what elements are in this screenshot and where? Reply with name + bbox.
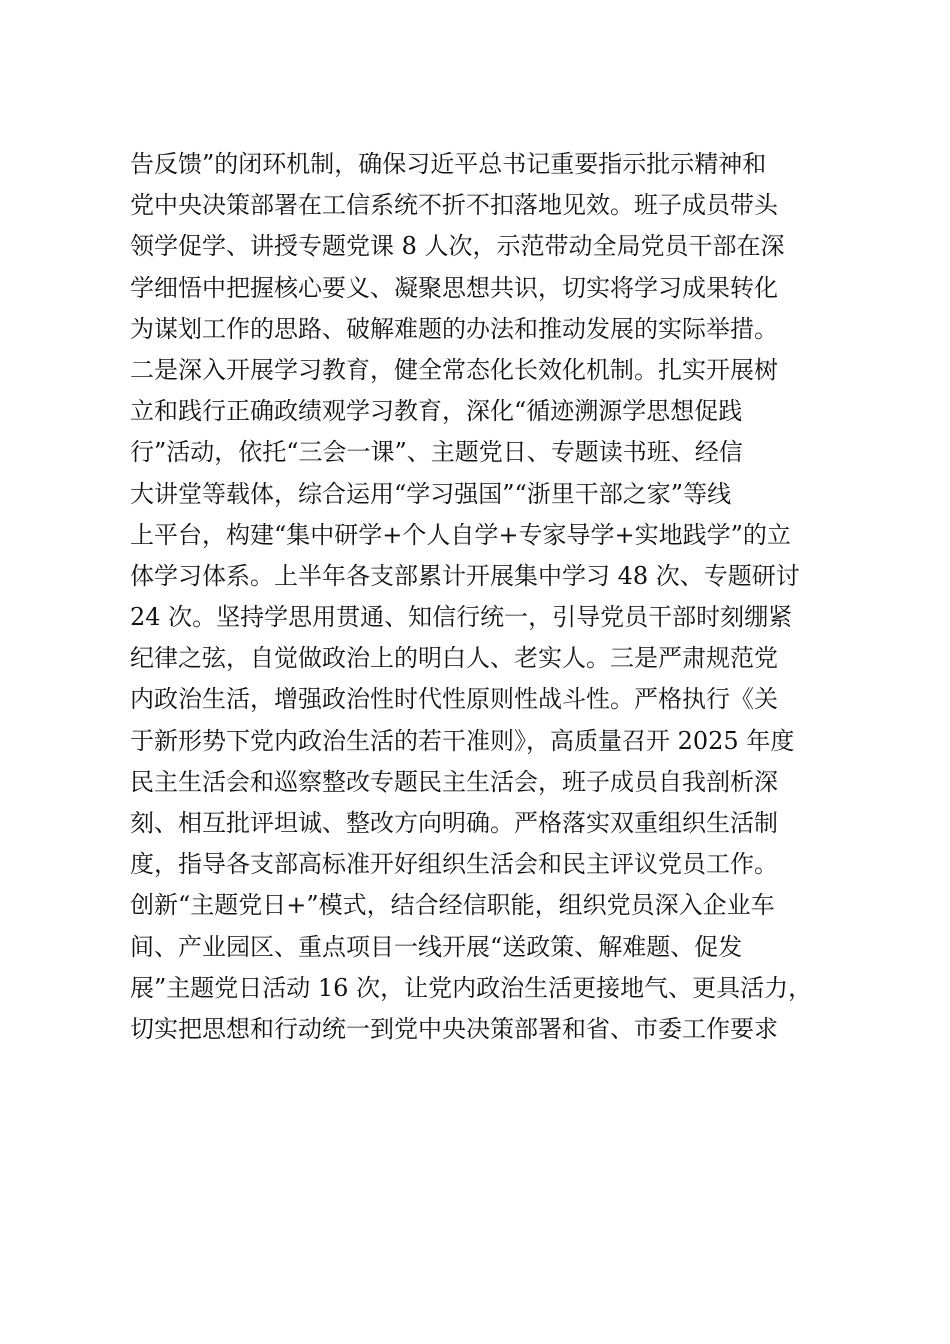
- text-line: 于新形势下党内政治生活的若干准则》，高质量召开 2025 年度: [130, 726, 795, 755]
- text-line: 行”活动，依托“三会一课”、主题党日、专题读书班、经信: [130, 438, 743, 467]
- text-line: 立和践行正确政绩观学习教育，深化“循迹溯源学思想促践: [130, 397, 743, 426]
- text-line: 学细悟中把握核心要义、凝聚思想共识，切实将学习成果转化: [130, 273, 778, 302]
- text-line: 纪律之弦，自觉做政治上的明白人、老实人。三是严肃规范党: [130, 644, 778, 673]
- text-line: 领学促学、讲授专题党课 8 人次，示范带动全局党员干部在深: [130, 232, 785, 261]
- text-line: 24 次。坚持学思用贯通、知信行统一，引导党员干部时刻绷紧: [130, 603, 793, 632]
- text-line: 度，指导各支部高标准开好组织生活会和民主评议党员工作。: [130, 850, 778, 879]
- text-line: 间、产业园区、重点项目一线开展“送政策、解难题、促发: [130, 932, 743, 961]
- text-line: 刻、相互批评坦诚、整改方向明确。严格落实双重组织生活制: [130, 809, 778, 837]
- text-line: 内政治生活，增强政治性时代性原则性战斗性。严格执行《关: [130, 685, 778, 714]
- text-line: 体学习体系。上半年各支部累计开展集中学习 48 次、专题研讨: [130, 561, 800, 590]
- text-line: 告反馈”的闭环机制，确保习近平总书记重要指示批示精神和: [130, 150, 767, 178]
- text-line: 为谋划工作的思路、破解难题的办法和推动发展的实际举措。: [130, 314, 778, 343]
- text-line: 上平台，构建“集中研学+个人自学+专家导学+实地践学”的立: [130, 520, 791, 549]
- text-line: 展”主题党日活动 16 次，让党内政治生活更接地气、更具活力，: [130, 973, 813, 1002]
- text-line: 创新“主题党日+”模式，结合经信职能，组织党员深入企业车: [130, 891, 775, 920]
- text-line: 切实把思想和行动统一到党中央决策部署和省、市委工作要求: [130, 1014, 778, 1043]
- body-text: [130, 144, 870, 1050]
- text-line: 党中央决策部署在工信系统不折不扣落地见效。班子成员带头: [130, 191, 778, 220]
- text-line: 民主生活会和巡察整改专题民主生活会，班子成员自我剖析深: [130, 767, 778, 796]
- text-line: 大讲堂等载体，综合运用“学习强国”“浙里干部之家”等线: [130, 479, 732, 508]
- text-line: 二是深入开展学习教育，健全常态化长效化机制。扎实开展树: [130, 355, 778, 384]
